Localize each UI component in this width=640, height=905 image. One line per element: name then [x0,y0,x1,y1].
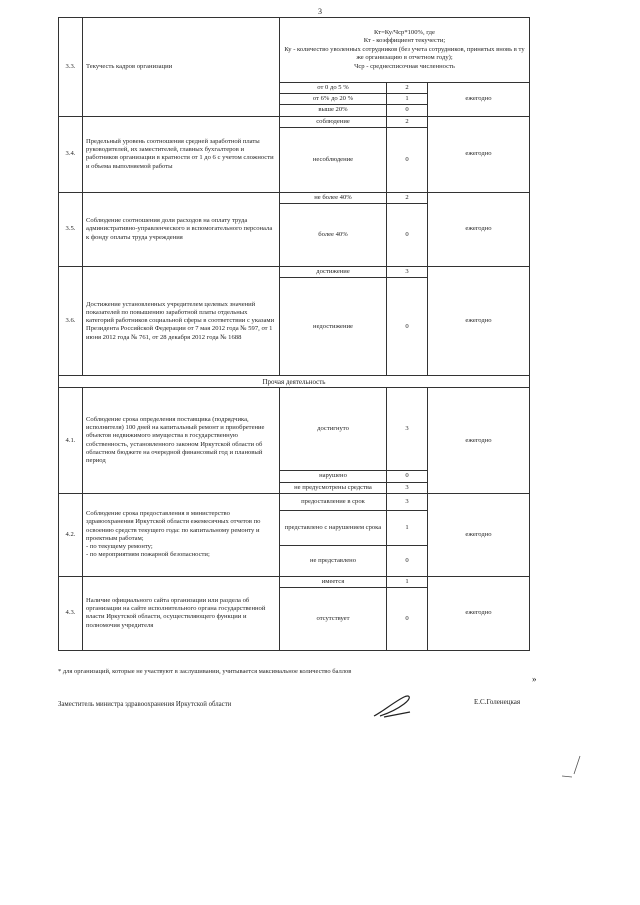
score-value: 0 [387,471,428,482]
condition-label: достигнуто [280,388,387,471]
frequency: ежегодно [428,493,530,576]
condition-label: от 0 до 5 % [280,83,387,94]
condition-label: представлено с нарушением срока [280,510,387,545]
table-row [59,18,530,83]
formula-line: Ку - количество уволенных сотрудников (без учета сотрудников, принятых вновь в ту же организацию в отчетном году); [284,45,525,62]
score-value: 3 [387,493,428,510]
condition-label: недостижение [280,278,387,376]
condition-label: не представлено [280,545,387,576]
table-row [59,267,530,278]
condition-label: несоблюдение [280,127,387,192]
score-value: 1 [387,510,428,545]
section-header-row [59,376,530,388]
condition-label: более 40% [280,204,387,267]
score-value: 0 [387,204,428,267]
criterion-name: Соблюдение соотношения доли расходов на оплату труда административно-управленческого и вспомогательного персонала к фонду оплаты труда учреждения [83,192,280,266]
table-row [59,116,530,127]
criterion-name: Предельный уровень соотношения средней заработной платы руководителей, их заместителей, главных бухгалтеров и работников организации в кратности от 1 до 6 с учетом сложности и объема выполняемой работы [83,116,280,192]
score-value: 1 [387,576,428,587]
criterion-name: Соблюдение срока определения поставщика (подрядчика, исполнителя) 100 дней на капитальный ремонт и приобретение объектов недвижимого имущества в государственную собственность, установленного законом Иркутской области об областном бюджете на очередной финансовый год и плановый период [83,388,280,493]
row-number: 4.3. [59,576,83,650]
score-value: 0 [387,278,428,376]
row-number: 3.6. [59,267,83,376]
score-value: 1 [387,94,428,105]
criterion-line: - по текущему ремонту; [86,543,153,551]
criterion-name: Наличие официального сайта организации или раздела об организации на сайте исполнительного органа государственной власти Иркутской области, осуществляющего функции и полномочия учредителя [83,576,280,650]
score-value: 3 [387,482,428,493]
frequency: ежегодно [428,267,530,376]
criterion-name: Достижение установленных учредителем целевых значений показателей по повышению заработной платы отдельных категорий работников социальной сферы в соответствии с указами Президента Российской Федерации от 7 мая 2012 года № 597, от 1 июня 2012 года № 761, от 28 декабря 2012 года № 1688 [83,267,280,376]
condition-label: предоставление в срок [280,493,387,510]
criterion-line: - по мероприятиям пожарной безопасности; [86,551,210,559]
table-row [59,388,530,471]
score-value: 0 [387,545,428,576]
formula-line: Чср - среднесписочная численность [354,62,455,70]
signer-title: Заместитель министра здравоохранения Иркутской области [58,701,232,708]
score-value: 2 [387,192,428,203]
handwritten-signature [370,692,416,722]
row-number: 3.4. [59,116,83,192]
section-title: Прочая деятельность [59,376,530,388]
score-value: 3 [387,388,428,471]
condition-label: соблюдение [280,116,387,127]
frequency: ежегодно [428,192,530,266]
condition-label: от 6% до 20 % [280,94,387,105]
formula-line: Кт - коэффициент текучести; [363,37,446,45]
criterion-name: Текучесть кадров организации [83,18,280,117]
frequency: ежегодно [428,388,530,493]
table-row [59,493,530,510]
row-number: 3.5. [59,192,83,266]
row-number: 4.1. [59,388,83,493]
condition-label: не более 40% [280,192,387,203]
footnote: * для организаций, которые не участвуют в заслушивании, учитывается максимальное количество баллов [58,668,352,675]
frequency: ежегодно [428,576,530,650]
score-value: 0 [387,105,428,116]
frequency: ежегодно [428,116,530,192]
closing-quote: » [532,674,537,684]
table-row [59,576,530,587]
formula-line: Кт=Ку/Чср*100%, где [374,28,435,36]
table-row [59,192,530,203]
signer-name: Е.С.Голенецкая [474,698,521,706]
score-value: 2 [387,116,428,127]
condition-label: нарушено [280,471,387,482]
row-number: 3.3. [59,18,83,117]
formula-cell [280,18,530,83]
criterion-name [83,493,280,576]
criterion-line: Соблюдение срока предоставления в министерство здравоохранения Иркутской области ежемесячных отчетов по освоению средств текущего года: по капитальному ремонту и проектным работам; [86,510,261,542]
score-value: 2 [387,83,428,94]
score-value: 0 [387,588,428,651]
condition-label: имеется [280,576,387,587]
page-number: 3 [318,7,322,16]
condition-label: достижение [280,267,387,278]
pen-mark [560,752,590,782]
score-value: 0 [387,127,428,192]
frequency: ежегодно [428,83,530,117]
criteria-table [58,17,530,651]
row-number: 4.2. [59,493,83,576]
condition-label: выше 20% [280,105,387,116]
condition-label: не предусмотрены средства [280,482,387,493]
condition-label: отсутствует [280,588,387,651]
score-value: 3 [387,267,428,278]
